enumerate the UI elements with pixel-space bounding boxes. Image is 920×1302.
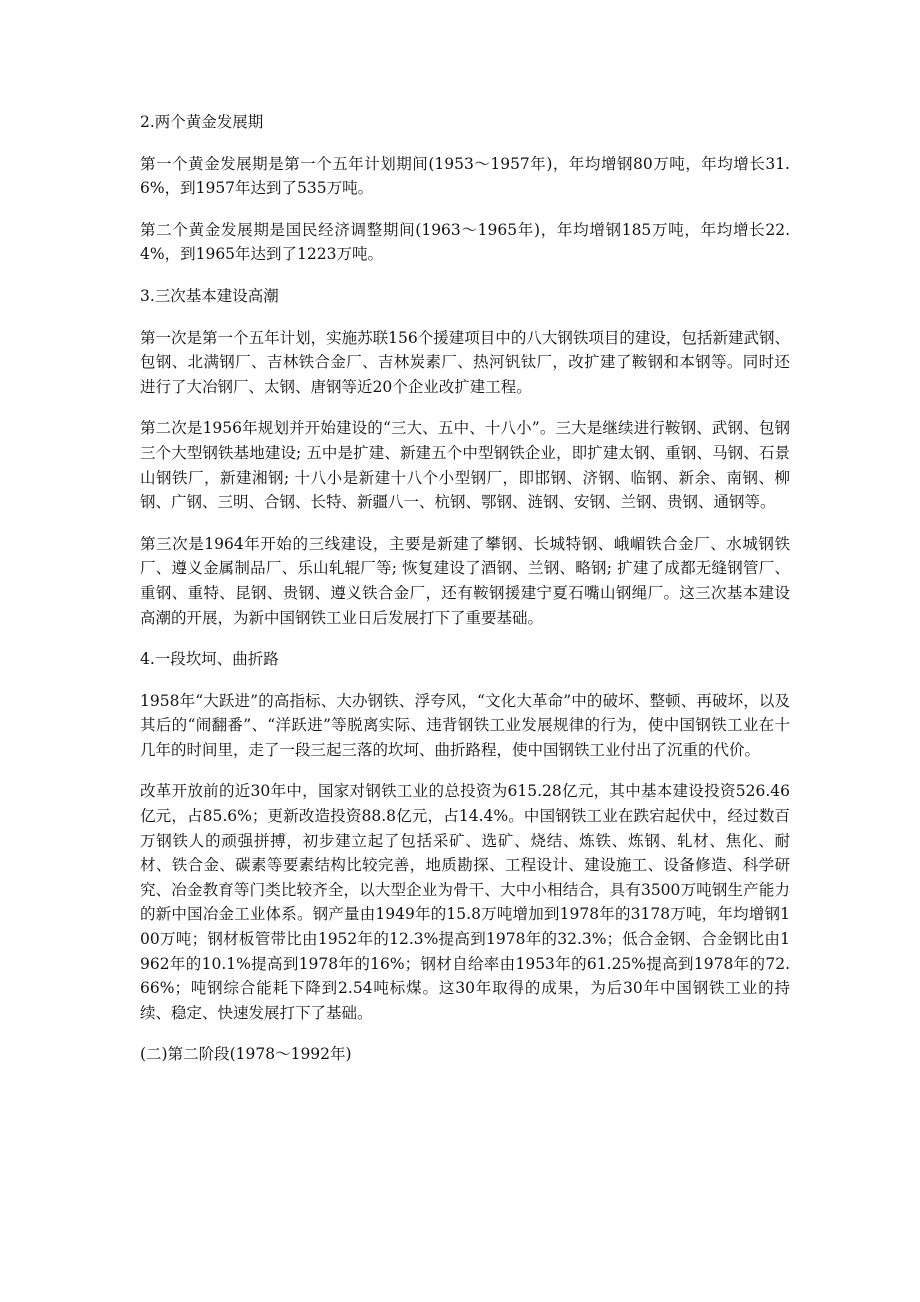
paragraph-great-leap: 1958年“大跃进”的高指标、大办钢铁、浮夸风，“文化大革命”中的破坏、整顿、再破坏，以及其后的“闹翻番”、“洋跃进”等脱离实际、违背钢铁工业发展规律的行为，使中国钢铁工业在十几年的时间里，走了一段三起三落的坎坷、曲折路程，使中国钢铁工业付出了沉重的代价。 bbox=[140, 691, 790, 759]
section-heading-difficult-road: 4.一段坎坷、曲折路 bbox=[140, 650, 279, 669]
section-heading-second-stage: (二)第二阶段(1978～1992年) bbox=[140, 1045, 352, 1064]
paragraph-pre-reform-summary: 改革开放前的近30年中，国家对钢铁工业的总投资为615.28亿元，其中基本建设投资526.46亿元，占85.6%；更新改造投资88.8亿元，占14.4%。中国钢铁工业在跌宕起伏中，经过数百万钢铁人的顽强拼搏，初步建立起了包括采矿、选矿、烧结、炼铁、炼钢、轧材、焦化、耐材、铁合金、碳素等要素结构比较完善，地质勘探、工程设计、建设施工、设备修造、科学研究、冶金教育等门类比较齐全，以大型企业为骨干、大中小相结合，具有3500万吨钢生产能力的新中国冶金工业体系。钢产量由1949年的15.8万吨增加到1978年的3178万吨，年均增钢100万吨；钢材板管带比由1952年的12.3%提高到1978年的32.3%；低合金钢、合金钢比由1962年的10.1%提高到1978年的16%；钢材自给率由1953年的61.25%提高到1978年的72.66%；吨钢综合能耗下降到2.54吨标煤。这30年取得的成果，为后30年中国钢铁工业的持续、稳定、快速发展打下了基础。 bbox=[140, 782, 790, 1022]
document-page bbox=[140, 110, 790, 1084]
paragraph-third-wave: 第三次是1964年开始的三线建设，主要是新建了攀钢、长城特钢、峨嵋铁合金厂、水城钢铁厂、遵义金属制品厂、乐山轧辊厂等; 恢复建设了酒钢、兰钢、略钢; 扩建了成都无缝钢管厂、重钢、重特、昆钢、贵钢、遵义铁合金厂，还有鞍钢援建宁夏石嘴山钢绳厂。这三次基本建设高潮的开展，为新中国钢铁工业日后发展打下了重要基础。 bbox=[140, 534, 790, 627]
section-heading-construction-waves: 3.三次基本建设高潮 bbox=[140, 286, 279, 305]
section-heading-golden-periods: 2.两个黄金发展期 bbox=[140, 113, 264, 131]
paragraph-second-wave: 第二次是1956年规划并开始建设的“三大、五中、十八小”。三大是继续进行鞍钢、武钢、包钢三个大型钢铁基地建设; 五中是扩建、新建五个中型钢铁企业，即扩建太钢、重钢、马钢、石景山钢铁厂，新建湘钢; 十八小是新建十八个小型钢厂，即邯钢、济钢、临钢、新余、南钢、柳钢、广钢、三明、合钢、长特、新疆八一、杭钢、鄂钢、涟钢、安钢、兰钢、贵钢、通钢等。 bbox=[140, 419, 790, 512]
paragraph-first-golden-period: 第一个黄金发展期是第一个五年计划期间(1953～1957年)，年均增钢80万吨，年均增长31.6%，到1957年达到了535万吨。 bbox=[140, 154, 790, 198]
paragraph-second-golden-period: 第二个黄金发展期是国民经济调整期间(1963～1965年)，年均增钢185万吨，年均增长22.4%，到1965年达到了1223万吨。 bbox=[140, 220, 790, 264]
paragraph-first-wave: 第一次是第一个五年计划，实施苏联156个援建项目中的八大钢铁项目的建设，包括新建武钢、包钢、北满钢厂、吉林铁合金厂、吉林炭素厂、热河钒钛厂，改扩建了鞍钢和本钢等。同时还进行了大冶钢厂、太钢、唐钢等近20个企业改扩建工程。 bbox=[140, 328, 790, 396]
